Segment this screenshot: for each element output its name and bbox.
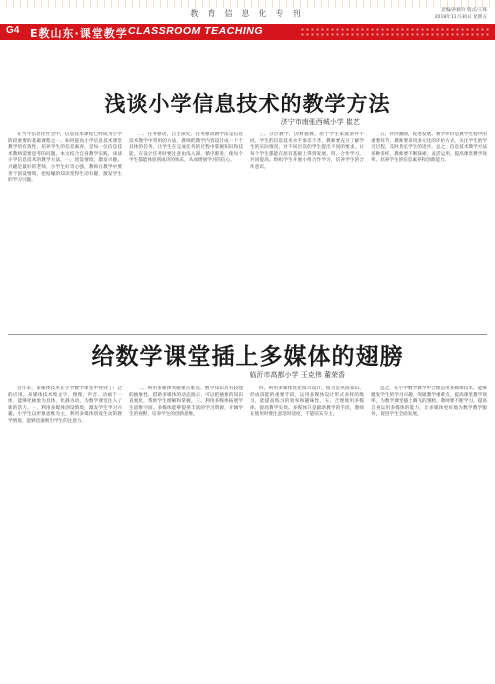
article1-title: 浅谈小学信息技术的教学方法	[104, 92, 391, 116]
article1-column-1	[8, 132, 122, 332]
article2-byline: 临沂市高都小学 王克伟 董荣香	[249, 371, 345, 379]
article2-column-3	[250, 386, 364, 678]
article2-column-4	[371, 386, 487, 678]
article1-paragraph: 二、任务驱动，自主探究。任务驱动教学法是信息技术教学中常用的方法，教师把教学内容设计成一个个具体的任务，让学生在完成任务的过程中掌握知识和技能。在设计任务时要注意由浅入深，循序渐进，使每个学生都能体验到成功的快乐，从而增强学习的信心。	[129, 132, 243, 164]
article2-paragraph: 总之，在小学数学教学中合理运用多媒体技术，能够激发学生的学习兴趣，突破教学重难点，提高课堂教学效率，为数学课堂插上腾飞的翅膀。教师要不断学习，提高自身运用多媒体的能力，让多媒体更好地为数学教学服务，促进学生全面发展。	[371, 386, 487, 418]
article1-paragraph: 在当今信息化社会中，信息技术课程已经成为小学阶段重要的基础课程之一。如何提高小学信息技术课堂教学的有效性，培养学生的信息素养，是每一位信息技术教师需要思考的问题。本文结合自身教学实践，谈谈小学信息技术的教学方法。一、创设情境，激发兴趣。兴趣是最好的老师，小学生好奇心强，教师在教学中要善于创设情境，把枯燥的知识变得生动有趣，激发学生的学习兴趣。	[8, 132, 122, 184]
banner-dot-pattern	[300, 27, 490, 37]
article1-paragraph: 三、分层教学，因材施教。由于学生家庭条件不同，学生的信息技术水平参差不齐，教师要充分了解学生的实际情况，对不同层次的学生提出不同的要求，让每个学生都能在原有基础上得到发展。四、合作学习，共同提高。组织学生开展小组合作学习，培养学生的合作意识。	[250, 132, 364, 170]
article1-paragraph: 五、评价激励，促进发展。教学评价是教学过程中的重要环节，教师要采用多元化的评价方式，关注学生的学习过程，及时肯定学生的进步。总之，信息技术教学方法多种多样，教师要不断探索，灵活运用，提高课堂教学效率，培养学生的信息素养和创新能力。	[371, 132, 487, 164]
article2-column-1	[8, 386, 122, 678]
page-number: G4	[6, 25, 20, 36]
section-banner	[0, 24, 495, 40]
article2-paragraph: 近年来，多媒体技术在小学数学课堂中得到了广泛的应用。多媒体技术集文字、图像、声音、动画于一体，能够化抽象为具体，化静为动，为数学课堂注入了新的活力。一、利用多媒体创设情境，激发学生学习兴趣。小学生以形象思维为主，利用多媒体创设生动的教学情境，能够迅速吸引学生的注意力。	[8, 386, 122, 424]
section-title: E教山东·课堂教学	[30, 27, 128, 40]
editor-line: 责编/孙鹤玲 版式/王珠	[441, 8, 487, 13]
masthead-meta	[337, 7, 487, 21]
article1-byline: 济宁市南张西城小学 崔艺	[280, 118, 360, 126]
section-title-en: CLASSROOM TEACHING	[128, 25, 263, 37]
date-line: 2018年11月30日 星期五	[434, 15, 487, 20]
article2-column-2	[129, 386, 243, 678]
article2-paragraph: 四、利用多媒体优化练习设计。练习是巩固知识、形成技能的重要手段，运用多媒体设计形式多样的练习，能提高练习的效率和趣味性。五、合理使用多媒体，提高教学实效。多媒体只是辅助教学的手段，教师在使用时要注意适时适度，不能喧宾夺主。	[250, 386, 364, 418]
article2-paragraph: 二、利用多媒体突破重点难点。数学知识具有较强的抽象性，借助多媒体的动态演示，可以把抽象的知识直观化，帮助学生理解和掌握。三、利用多媒体拓展学生思维空间。多媒体能够提供丰富的学习资源，开阔学生的视野，培养学生的创新思维。	[129, 386, 243, 418]
masthead-motto: 教育信息化专刊	[190, 9, 310, 18]
article1-column-4	[371, 132, 487, 332]
article1-column-3	[250, 132, 364, 332]
article2-title: 给数学课堂插上多媒体的翅膀	[91, 344, 404, 370]
article-divider	[8, 334, 487, 335]
article1-column-2	[129, 132, 243, 332]
